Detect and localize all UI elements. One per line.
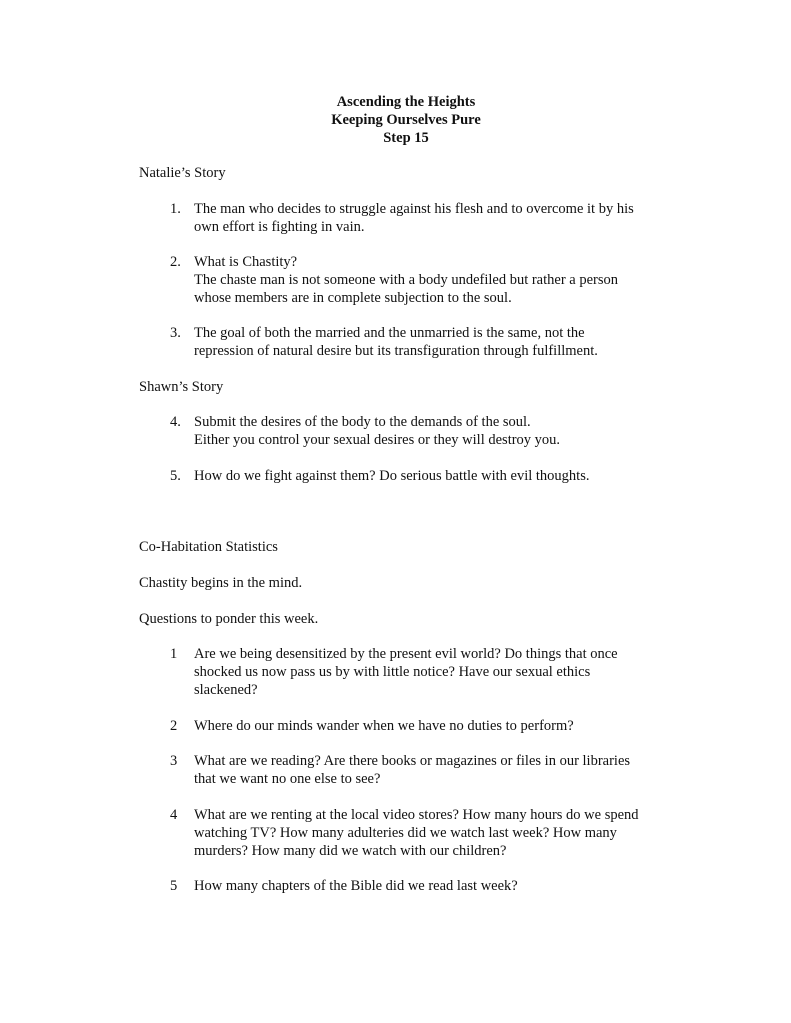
list-number: 5: [170, 878, 178, 894]
list-text-line: Submit the desires of the body to the demands of the soul.: [194, 414, 531, 430]
list-text-line: Are we being desensitized by the present evil world? Do things that once: [194, 646, 618, 662]
list-text-line: Either you control your sexual desires or they will destroy you.: [194, 432, 561, 448]
cohabitation-heading: Co-Habitation Statistics: [139, 539, 278, 555]
list-number: 3: [170, 753, 178, 769]
list-text-line: The man who decides to struggle against his flesh and to overcome it by his: [194, 201, 634, 217]
list-text-line: How many chapters of the Bible did we read last week?: [194, 878, 518, 894]
title-line-1: Ascending the Heights: [336, 94, 476, 110]
list-text-line: How do we fight against them? Do serious battle with evil thoughts.: [194, 468, 590, 484]
list-number: 1.: [170, 201, 181, 217]
list-text-line: What is Chastity?: [194, 254, 298, 270]
section-heading-natalie: Natalie’s Story: [139, 165, 226, 181]
title-line-2: Keeping Ourselves Pure: [331, 112, 481, 128]
list-text-line: What are we reading? Are there books or magazines or files in our libraries: [194, 753, 631, 769]
list-text-line: What are we renting at the local video stores? How many hours do we spend: [194, 807, 639, 823]
title-line-3: Step 15: [383, 130, 429, 146]
list-text-line: murders? How many did we watch with our children?: [194, 843, 507, 859]
list-text-line: slackened?: [194, 682, 258, 698]
chastity-statement: Chastity begins in the mind.: [139, 575, 303, 591]
list-number: 4: [170, 807, 178, 823]
section-heading-shawn: Shawn’s Story: [139, 379, 224, 395]
list-number: 5.: [170, 468, 181, 484]
list-number: 2.: [170, 254, 181, 270]
list-text-line: whose members are in complete subjection to the soul.: [194, 290, 512, 306]
list-text-line: The chaste man is not someone with a body undefiled but rather a person: [194, 272, 619, 288]
list-text-line: that we want no one else to see?: [194, 771, 381, 787]
questions-heading: Questions to ponder this week.: [139, 611, 319, 627]
list-number: 3.: [170, 325, 181, 341]
list-number: 1: [170, 646, 178, 662]
list-text-line: The goal of both the married and the unmarried is the same, not the: [194, 325, 585, 341]
list-number: 4.: [170, 414, 181, 430]
list-text-line: repression of natural desire but its transfiguration through fulfillment.: [194, 343, 598, 359]
list-text-line: own effort is fighting in vain.: [194, 219, 365, 235]
list-text-line: watching TV? How many adulteries did we watch last week? How many: [194, 825, 617, 841]
title-block: [0, 93, 791, 147]
list-text-line: Where do our minds wander when we have no duties to perform?: [194, 718, 574, 734]
list-text-line: shocked us now pass us by with little notice? Have our sexual ethics: [194, 664, 591, 680]
list-number: 2: [170, 718, 178, 734]
